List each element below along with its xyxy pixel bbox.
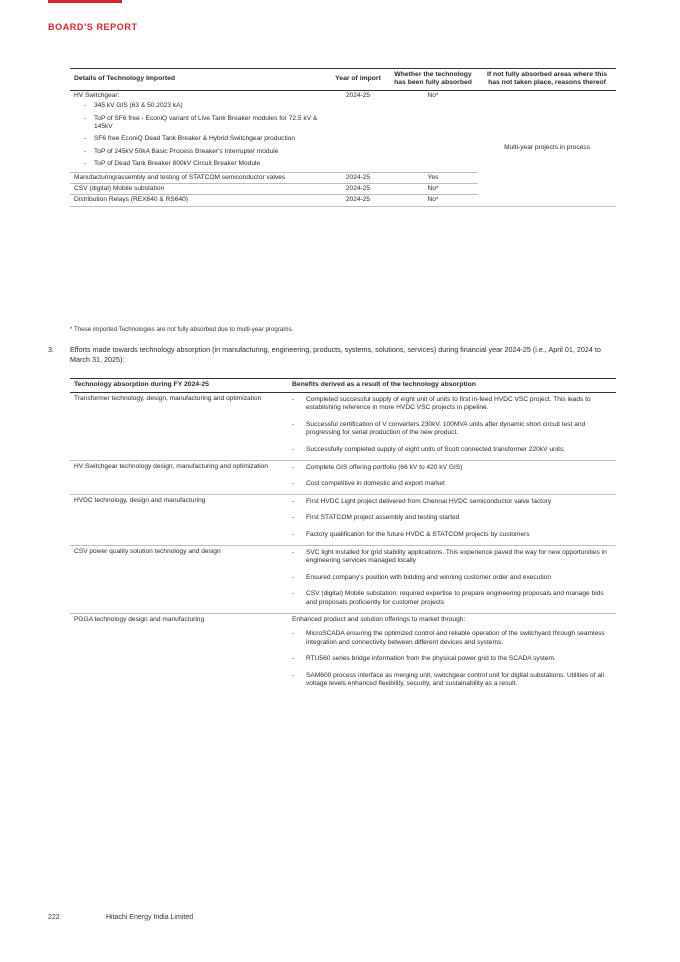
benefit-item: - SVC light installed for grid stability applications. This experience paved the way for new opportunities in engineering services managed locally <box>292 548 607 565</box>
page-number: 222 <box>48 914 60 921</box>
table-row-transformer <box>70 392 616 460</box>
list-item: - ToP of Dead Tank Breaker 800kV Circuit Breaker Module <box>84 160 261 168</box>
column-header-year: Year of import <box>328 69 388 91</box>
section-header: BOARD'S REPORT <box>48 22 138 32</box>
benefits-cell <box>288 613 616 694</box>
table-footnote: * These imported Technologies are not fully absorbed due to multi-year programs. <box>70 326 294 333</box>
absorbed-cell: No* <box>388 195 478 206</box>
benefit-item: - MicroSCADA ensuring the optimized control and reliable operation of the switchyard through seamless integration and connectivity between different devices and systems. <box>292 630 605 646</box>
section-text: Efforts made towards technology absorption (in manufacturing, engineering, products, systems, solutions, services) during financial year 2024-25 (i.e., April 01, 2024 to March 31, 2025): <box>70 345 601 364</box>
year-cell: 2024-25 <box>328 90 388 172</box>
benefit-item: - Ensured company's position with bidding and winning customer order and execution <box>292 573 552 581</box>
table-header-row <box>70 69 616 91</box>
column-header-benefits: Benefits derived as a result of the technology absorption <box>288 379 616 393</box>
details-cell: Manufacturing/assembly and testing of STATCOM semiconductor valves <box>70 172 328 183</box>
absorbed-cell: No* <box>388 90 478 172</box>
benefits-cell <box>288 460 616 494</box>
benefits-cell <box>288 545 616 613</box>
column-header-technology: Technology absorption during FY 2024-25 <box>70 379 288 393</box>
technology-absorption-table <box>70 378 616 694</box>
details-cell: Distribution Relays (REX640 & RS640) <box>70 195 328 206</box>
details-cell: CSV (digital) Mobile substation <box>70 184 328 195</box>
table-row-csv <box>70 545 616 613</box>
absorbed-cell: Yes <box>388 172 478 183</box>
benefit-item: - Complete GIS offering portfolio (66 kV to 420 kV GIS) <box>292 463 463 471</box>
benefit-item: - SAM600 process interface as merging unit, switchgear control unit for digital substations. Utilities of all voltage levels enhanced flexibility, security, and sustainability as a result. <box>292 671 604 688</box>
year-cell: 2024-25 <box>328 172 388 183</box>
technology-cell: HVDC technology, design and manufacturing <box>70 494 288 545</box>
benefit-item: - First HVDC Light project delivered from Chennai HVDC semiconductor valve factory <box>292 497 552 505</box>
hv-switchgear-cell <box>70 90 328 172</box>
list-item: - SF6 free EconiQ Dead Tank Breaker & Hybrid Switchgear production <box>84 135 296 143</box>
column-header-details: Details of Technology Imported <box>70 69 328 91</box>
section-paragraph <box>48 345 618 365</box>
page-footer <box>48 914 193 921</box>
benefit-item: - RTU560 series bridge information from the physical power grid to the SCADA system. <box>292 655 556 663</box>
section-number: 3. <box>48 345 54 354</box>
column-header-absorbed: Whether the technology has been fully absorbed <box>388 69 478 91</box>
technology-cell: Transformer technology, design, manufacturing and optimization <box>70 392 288 460</box>
technology-cell: PGGA technology design and manufacturing <box>74 615 205 623</box>
year-cell: 2024-25 <box>328 195 388 206</box>
benefit-item: - CSV (digital) Mobile substation: required expertise to prepare engineering proposals and manage bids and proposals proficiently for customer projects <box>292 590 604 606</box>
technology-cell: CSV power quality solution technology and design <box>70 545 288 613</box>
list-item: - ToP of SF6 free - EconiQ variant of Live Tank Breaker modules for 72.5 kV & 145kV <box>84 114 318 131</box>
table-row-hvdc <box>70 494 616 545</box>
benefit-item: - First STATCOM project assembly and testing started <box>292 514 460 522</box>
year-cell: 2024-25 <box>328 184 388 195</box>
column-header-reasons: If not fully absorbed areas where this has not taken place, reasons thereof <box>478 69 616 91</box>
table-row-pgga <box>70 613 616 694</box>
benefit-item: - Factory qualification for the future HVDC & STATCOM projects by customers <box>292 530 530 538</box>
reasons-cell: Multi-year projects in process <box>478 90 616 206</box>
table-row-hv-switchgear <box>70 90 616 172</box>
benefit-item: - Successful certification of V converters 230kV, 100MVA units after dynamic short circuit test and progressing for serial production of the new product. <box>292 420 586 437</box>
benefit-item: - Completed successful supply of eight unit of units to first in-feed HVDC VSC project. This leads to establishing reference in more HVDC VSC projects in pipeline. <box>292 395 591 412</box>
technology-cell: HV Switchgear technology design, manufacturing and optimization <box>70 460 288 494</box>
absorbed-cell: No* <box>388 184 478 195</box>
technology-imported-table <box>70 68 616 207</box>
benefits-cell <box>288 392 616 460</box>
table-row-hv-switchgear <box>70 460 616 494</box>
benefits-cell <box>288 494 616 545</box>
header-accent-bar <box>48 0 122 3</box>
hv-switchgear-label: HV Switchgear: <box>74 91 120 99</box>
benefit-intro: Enhanced product and solution offerings to market through: <box>292 615 466 623</box>
table-header-row <box>70 379 616 393</box>
benefit-item: - Successfully completed supply of eight units of Scott connected transformer 220kV units. <box>292 445 566 453</box>
list-item: - 345 kV GIS (63 & 50.2023 kA) <box>84 102 183 110</box>
benefit-item: - Cost competitive in domestic and export market <box>292 480 445 488</box>
list-item: - ToP of 245kV 50kA Basic Process Breaker's Interrupter module <box>84 147 279 155</box>
company-name: Hitachi Energy India Limited <box>105 914 194 921</box>
